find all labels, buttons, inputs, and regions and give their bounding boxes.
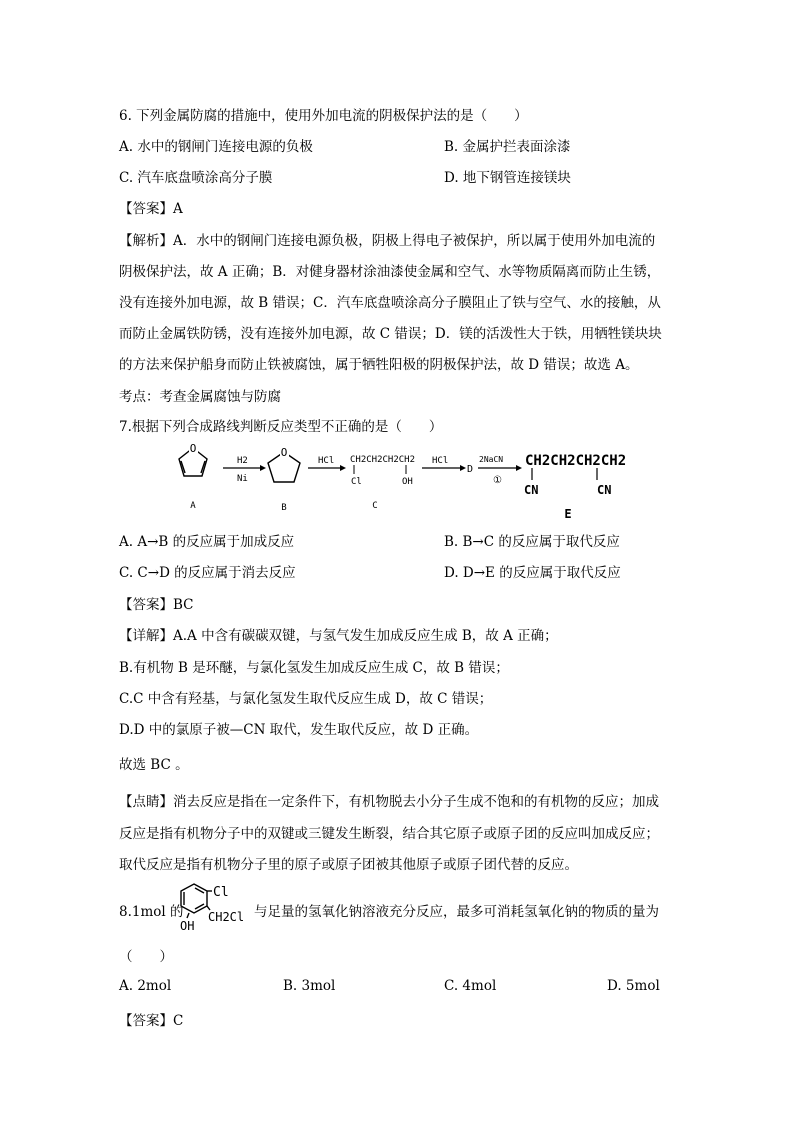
- q8-option-d: D. 5mol: [607, 978, 660, 994]
- q7-conclusion: 故选 BC 。: [119, 757, 189, 773]
- reagent-nacn: 2NaCN: [479, 455, 504, 464]
- q6-option-a: A. 水中的钢闸门连接电源的负极: [119, 139, 313, 155]
- q8-stem-after: 与足量的氢氧化钠溶液充分反应，最多可消耗氢氧化钠的物质的量为: [254, 904, 659, 920]
- q6-analysis-line: 的方法来保护船身而防止铁被腐蚀，属于牺牲阳极的阴极保护法，故 D 错误；故选 A。: [119, 357, 639, 373]
- reagent-hcl: HCl: [318, 456, 335, 466]
- compound-c-cl: Cl: [351, 477, 362, 487]
- substituent-cl: Cl: [213, 885, 229, 900]
- label-b: B: [281, 503, 287, 513]
- substituent-oh: OH: [180, 919, 195, 933]
- q8-option-b: B. 3mol: [283, 978, 336, 994]
- label-e: E: [564, 507, 572, 521]
- q7-synthesis-scheme: [160, 438, 640, 524]
- q8-option-c: C. 4mol: [444, 978, 497, 994]
- q7-dianjing-line: 取代反应是指有机物分子里的原子或原子团被其他原子或原子团代替的反应。: [119, 857, 578, 873]
- q7-detail-line: B.有机物 B 是环醚，与氯化氢发生加成反应生成 C，故 B 错误；: [119, 660, 509, 676]
- q8-answer: 【答案】C: [119, 1013, 184, 1029]
- q6-option-d: D. 地下钢管连接镁块: [444, 170, 571, 186]
- reagent-hcl-2: HCl: [432, 456, 449, 466]
- compound-c-oh: OH: [402, 477, 413, 487]
- q7-stem: 7.根据下列合成路线判断反应类型不正确的是（ ）: [119, 419, 443, 435]
- q7-option-c: C. C→D 的反应属于消去反应: [119, 565, 296, 581]
- ring-oxygen-label: O: [280, 446, 288, 459]
- q8-stem-paren: （ ）: [119, 949, 173, 965]
- q6-kaodian: 考点：考查金属腐蚀与防腐: [119, 389, 281, 405]
- q6-analysis-line: 而防止金属铁防锈，没有连接外加电源，故 C 错误；D．镁的活泼性大于铁，用牺牲镁块块: [119, 326, 662, 342]
- q6-option-c: C. 汽车底盘喷涂高分子膜: [119, 170, 273, 186]
- label-c: C: [372, 501, 378, 511]
- q7-option-b: B. B→C 的反应属于取代反应: [444, 534, 620, 550]
- q7-detail-line: C.C 中含有羟基，与氯化氢发生取代反应生成 D，故 C 错误；: [119, 691, 493, 707]
- q6-option-b: B. 金属护拦表面涂漆: [444, 139, 571, 155]
- compound-e-chain: CH2CH2CH2CH2: [525, 453, 627, 469]
- q7-option-a: A. A→B 的反应属于加成反应: [119, 534, 295, 550]
- q6-analysis-line: 【解析】A．水中的钢闸门连接电源负极，阴极上得电子被保护，所以属于使用外加电流的: [119, 233, 656, 249]
- q7-dianjing-line: 反应是指有机物分子中的双键或三键发生断裂，结合其它原子或原子团的反应叫加成反应；: [119, 826, 659, 842]
- q8-molecule: [172, 880, 252, 934]
- reagent-h2: H2: [237, 456, 248, 466]
- compound-e-cn: CN: [597, 483, 612, 497]
- q8-option-a: A. 2mol: [119, 978, 172, 994]
- q7-detail-line: 【详解】A.A 中含有碳碳双键，与氢气发生加成反应生成 B，故 A 正确；: [119, 628, 558, 644]
- compound-e-cn: CN: [524, 483, 539, 497]
- q7-dianjing-line: 【点睛】消去反应是指在一定条件下，有机物脱去小分子生成不饱和的有机物的反应；加成: [119, 794, 659, 810]
- compound-d: D: [467, 464, 474, 475]
- q7-detail-line: D.D 中的氯原子被—CN 取代，发生取代反应，故 D 正确。: [119, 722, 479, 738]
- compound-c-chain: CH2CH2CH2CH2: [350, 455, 416, 465]
- q8-stem-before: 8.1mol 的: [119, 904, 184, 920]
- substituent-ch2cl: CH2Cl: [208, 910, 245, 924]
- reagent-ni: Ni: [237, 474, 248, 484]
- q7-answer: 【答案】BC: [119, 597, 194, 613]
- q6-analysis-line: 阴极保护法，故 A 正确；B．对健身器材涂油漆使金属和空气、水等物质隔离而防止生锈，: [119, 264, 661, 280]
- q6-analysis-line: 没有连接外加电源，故 B 错误；C．汽车底盘喷涂高分子膜阻止了铁与空气、水的接触，从: [119, 295, 661, 311]
- label-a: A: [190, 501, 196, 511]
- q7-option-d: D. D→E 的反应属于取代反应: [444, 565, 621, 581]
- reagent-step-number: ①: [493, 475, 502, 486]
- q6-stem: 6. 下列金属防腐的措施中，使用外加电流的阴极保护法的是（ ）: [119, 108, 528, 124]
- ring-oxygen-label: O: [189, 442, 197, 455]
- q6-answer: 【答案】A: [119, 201, 183, 217]
